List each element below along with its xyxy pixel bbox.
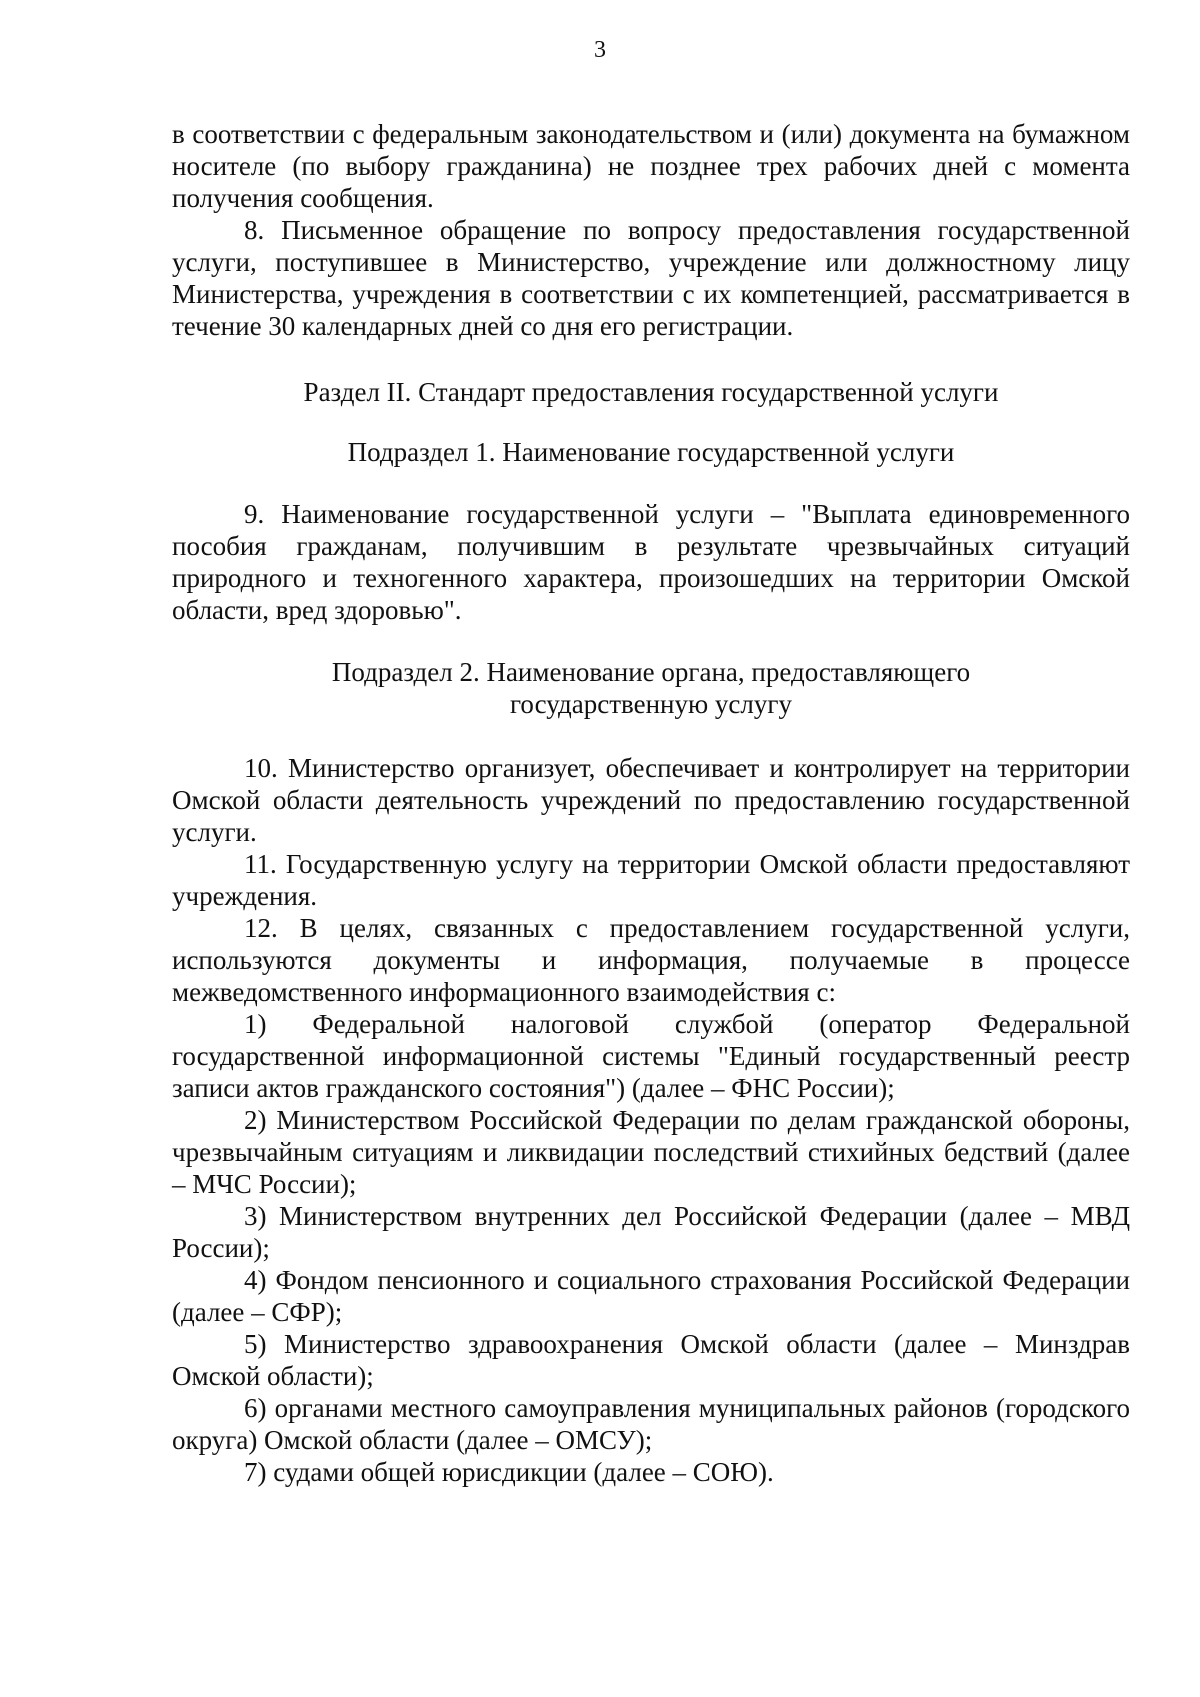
list-item-6: 6) органами местного самоуправления муниципальных районов (городского округа) Омской области (далее – ОМСУ);: [172, 1393, 1130, 1455]
paragraph-12: 12. В целях, связанных с предоставлением государственной услуги, используются документы и информация, получаемые в процессе межведомственного информационного взаимодействия с:: [172, 913, 1130, 1007]
list-item-3: 3) Министерством внутренних дел Российской Федерации (далее – МВД России);: [172, 1201, 1130, 1263]
list-item-7: 7) судами общей юрисдикции (далее – СОЮ).: [244, 1457, 774, 1487]
page-number: 3: [594, 37, 606, 63]
document-body: [172, 118, 1130, 1488]
paragraph-8: 8. Письменное обращение по вопросу предоставления государственной услуги, поступившее в Министерство, учреждение или должностному лицу Министерства, учреждения в соответствии с их компетенцией, рассматривается в течение 30 календарных дней со дня его регистрации.: [172, 215, 1130, 341]
list-item-2: 2) Министерством Российской Федерации по делам гражданской обороны, чрезвычайным ситуациям и ликвидации последствий стихийных бедствий (далее – МЧС России);: [172, 1105, 1130, 1199]
paragraph-11: 11. Государственную услугу на территории Омской области предоставляют учреждения.: [172, 849, 1130, 911]
list-item-4: 4) Фондом пенсионного и социального страхования Российской Федерации (далее – СФР);: [172, 1265, 1130, 1327]
paragraph-9: 9. Наименование государственной услуги – "Выплата единовременного пособия гражданам, получившим в результате чрезвычайных ситуаций природного и техногенного характера, произошедших на территории Омской области, вред здоровью".: [172, 499, 1130, 625]
paragraph-continuation: в соответствии с федеральным законодательством и (или) документа на бумажном носителе (по выбору гражданина) не позднее трех рабочих дней с момента получения сообщения.: [172, 119, 1130, 213]
list-item-1: 1) Федеральной налоговой службой (оператор Федеральной государственной информационной системы "Единый государственный реестр записи актов гражданского состояния") (далее – ФНС России);: [172, 1009, 1130, 1103]
section-title: Раздел II. Стандарт предоставления государственной услуги: [303, 377, 999, 407]
list-item-5: 5) Министерство здравоохранения Омской области (далее – Минздрав Омской области);: [172, 1329, 1130, 1391]
paragraph-10: 10. Министерство организует, обеспечивает и контролирует на территории Омской области деятельность учреждений по предоставлению государственной услуги.: [172, 753, 1130, 847]
subsection-1-title: Подраздел 1. Наименование государственной услуги: [347, 437, 955, 467]
subsection-2-title-line-1: Подраздел 2. Наименование органа, предоставляющего: [331, 657, 971, 687]
subsection-2-title-line-2: государственную услугу: [510, 689, 792, 719]
